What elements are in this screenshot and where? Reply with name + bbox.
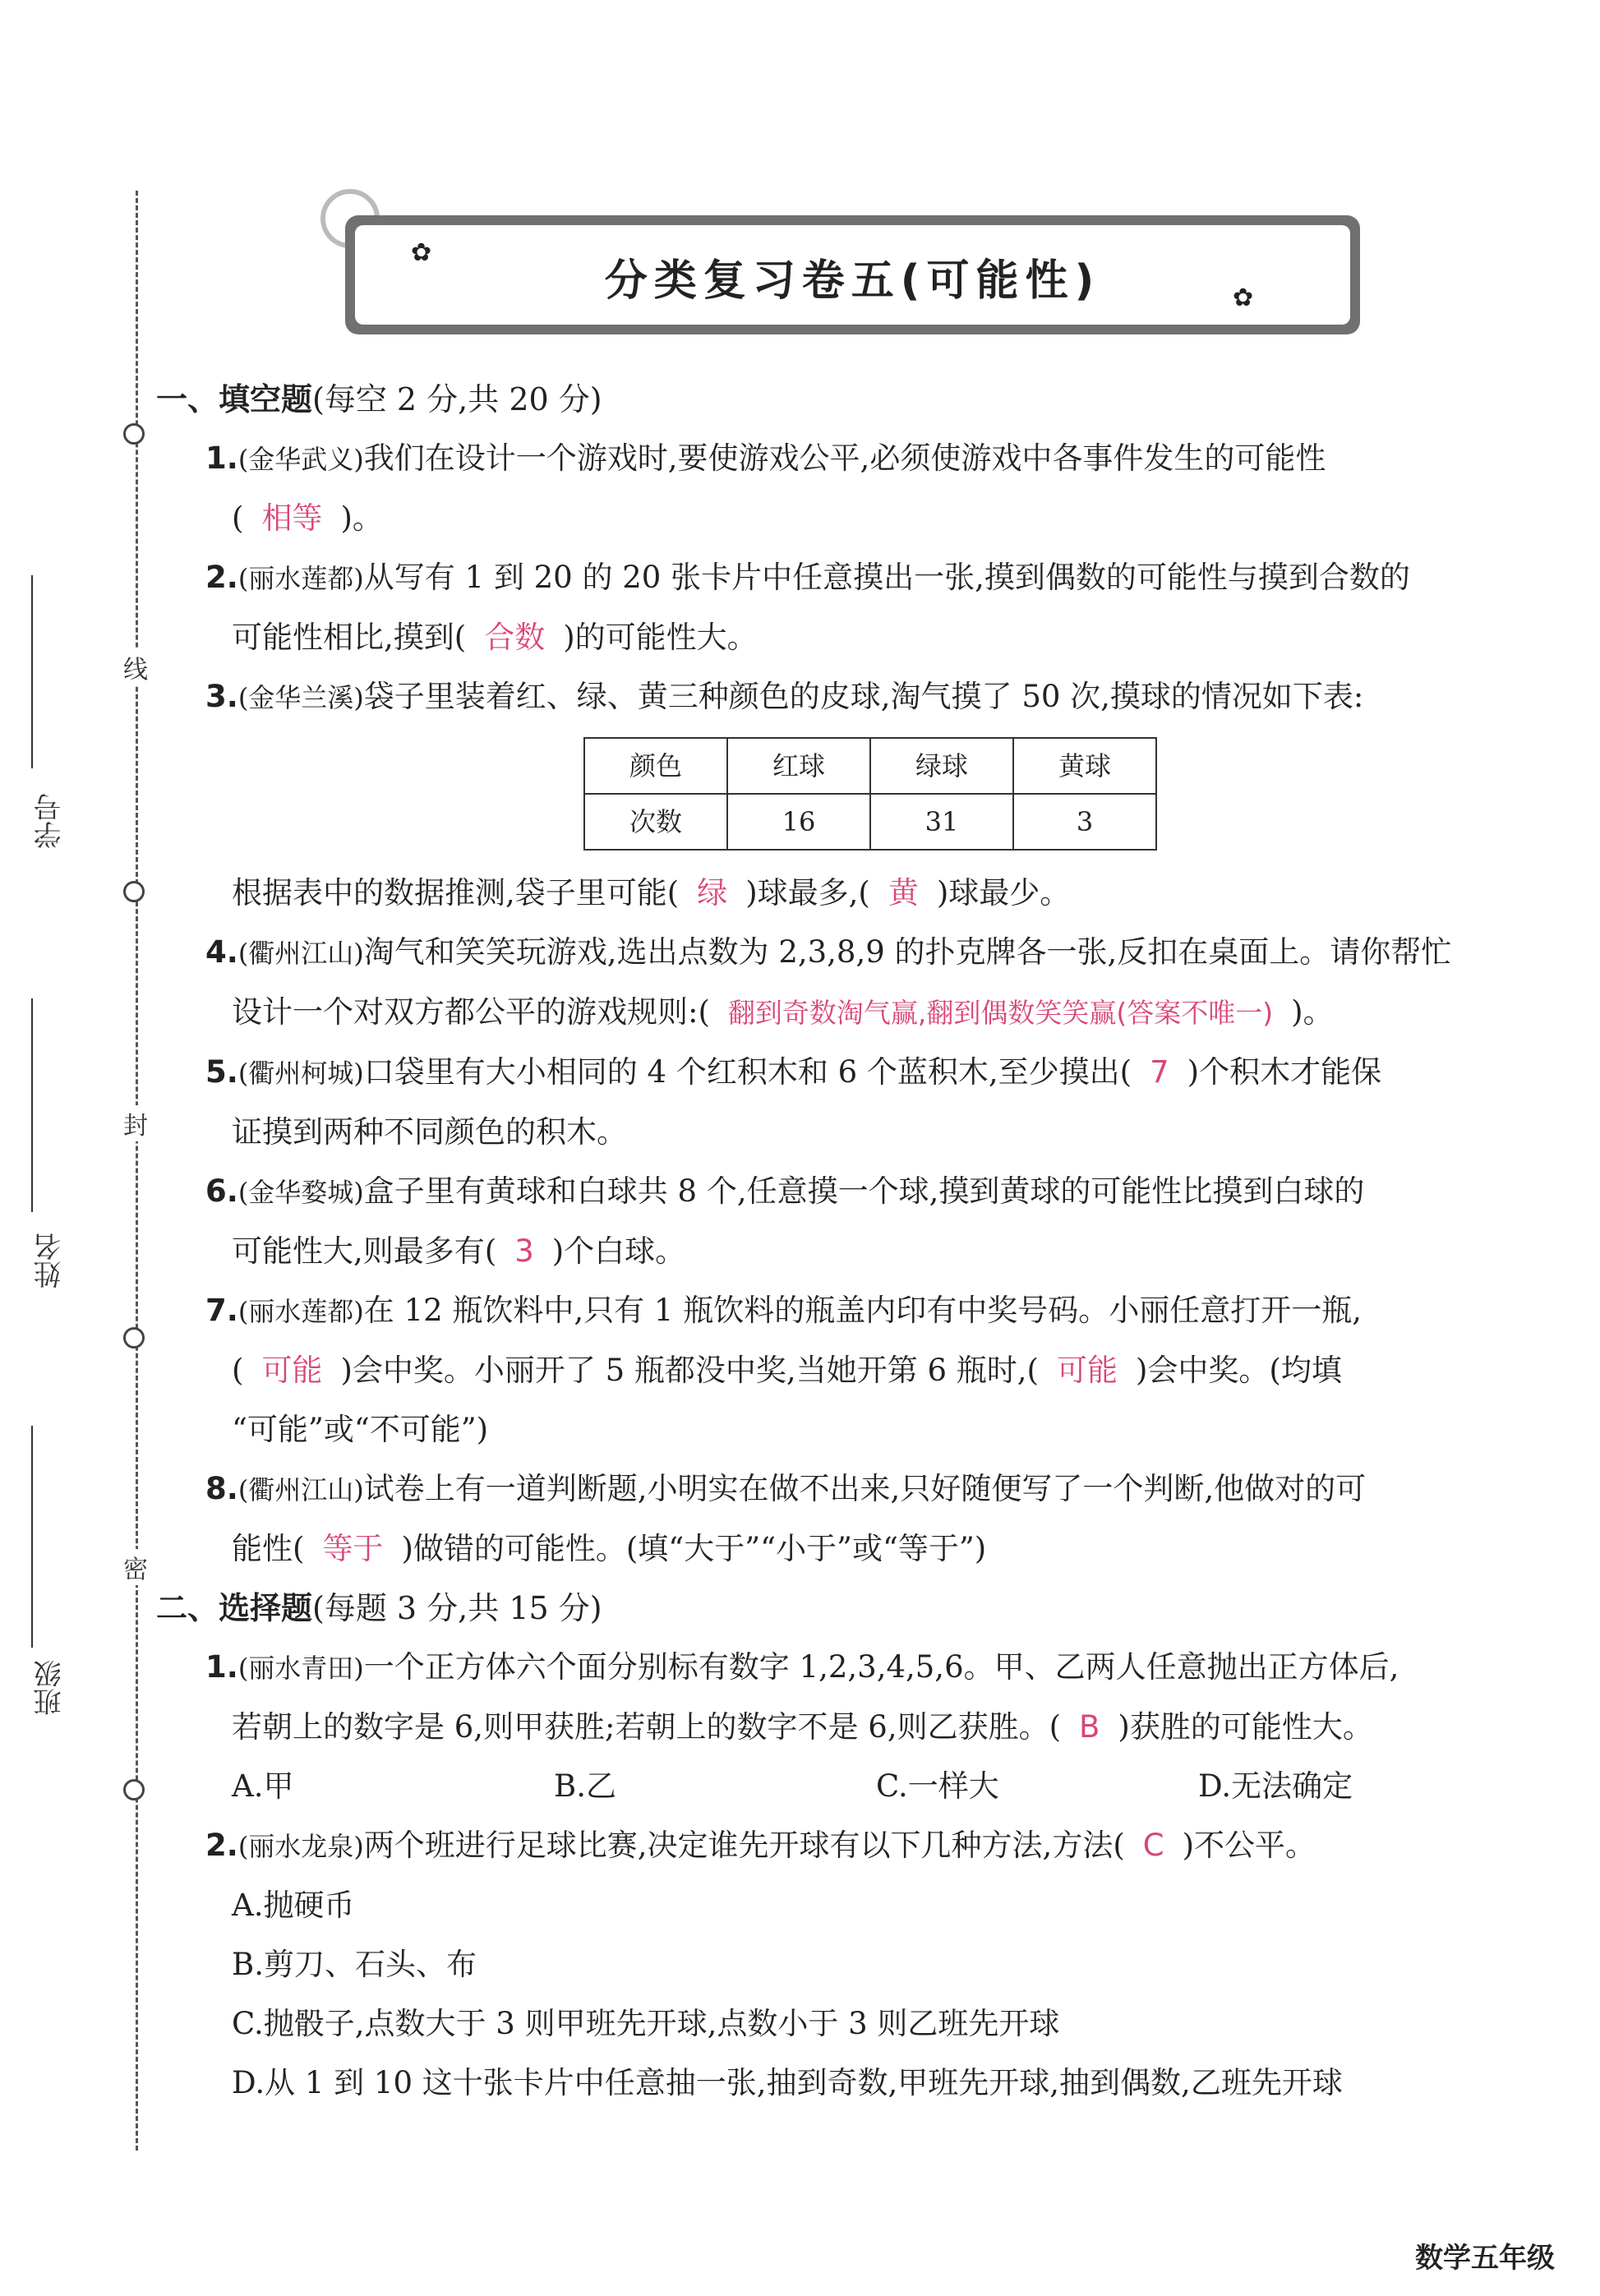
table-row <box>584 794 1156 850</box>
table-cell: 颜色 <box>584 738 727 794</box>
table-cell: 31 <box>870 794 1013 850</box>
table-cell: 3 <box>1013 794 1156 850</box>
ball-count-table <box>583 737 1157 851</box>
section-2-heading: 二、选择题(每题 3 分,共 15 分) <box>156 1590 602 1626</box>
option-a: A.抛硬币 <box>232 1888 355 1923</box>
answer-text: 黄 <box>888 875 919 911</box>
question-1-2-cont: 可能性相比,摸到( 合数 )的可能性大。 <box>232 620 758 655</box>
footer-subject-grade: 数学五年级 <box>1415 2242 1555 2275</box>
student-no-underline <box>31 575 33 768</box>
question-1-1-cont: ( 相等 )。 <box>232 500 383 536</box>
seal-word-line: 线 <box>123 649 148 685</box>
answer-text: 绿 <box>697 875 728 911</box>
question-1-2: 2.(丽水莲都)从写有 1 到 20 的 20 张卡片中任意摸出一张,摸到偶数的可能性与摸到合数的 <box>205 560 1410 595</box>
answer-text: 3 <box>514 1233 534 1269</box>
answer-text: 合数 <box>484 620 546 655</box>
question-1-6-cont: 可能性大,则最多有( 3 )个白球。 <box>232 1233 686 1269</box>
table-cell: 黄球 <box>1013 738 1156 794</box>
binding-dashed-line <box>136 191 138 2151</box>
section-1-heading: 一、填空题(每空 2 分,共 20 分) <box>156 381 602 417</box>
question-1-5: 5.(衢州柯城)口袋里有大小相同的 4 个红积木和 6 个蓝积木,至少摸出( 7 )个积木才能保 <box>205 1054 1382 1090</box>
question-1-1: 1.(金华武义)我们在设计一个游戏时,要使游戏公平,必须使游戏中各事件发生的可能性 <box>205 440 1326 476</box>
table-row <box>584 738 1156 794</box>
question-2-1-cont: 若朝上的数字是 6,则甲获胜;若朝上的数字不是 6,则乙获胜。( B )获胜的可能性大。 <box>232 1709 1373 1745</box>
question-1-7-cont: ( 可能 )会中奖。小丽开了 5 瓶都没中奖,当她开第 6 瓶时,( 可能 )会中奖。(均填 <box>232 1353 1342 1388</box>
table-cell: 红球 <box>727 738 870 794</box>
binding-hole <box>123 1779 145 1800</box>
binding-hole <box>123 423 145 445</box>
page-title: 分类复习卷五(可能性) <box>604 256 1101 306</box>
option-c: C.一样大 <box>876 1768 999 1804</box>
answer-text: B <box>1079 1709 1100 1745</box>
answer-text: 可能 <box>261 1353 323 1388</box>
option-b: B.乙 <box>554 1768 616 1804</box>
question-1-3: 3.(金华兰溪)袋子里装着红、绿、黄三种颜色的皮球,淘气摸了 50 次,摸球的情况如下表: <box>205 679 1364 714</box>
question-1-4: 4.(衢州江山)淘气和笑笑玩游戏,选出点数为 2,3,8,9 的扑克牌各一张,反扣在桌面上。请你帮忙 <box>205 934 1452 970</box>
option-d: D.无法确定 <box>1198 1768 1353 1804</box>
seal-word-secret: 密 <box>123 1549 148 1585</box>
question-1-7-cont-2: “可能”或“不可能”) <box>232 1412 489 1447</box>
question-2-1-options <box>232 1757 1520 1816</box>
option-c: C.抛骰子,点数大于 3 则甲班先开球,点数小于 3 则乙班先开球 <box>232 2006 1060 2041</box>
answer-text: 7 <box>1150 1054 1169 1090</box>
binding-hole <box>123 881 145 902</box>
table-cell: 绿球 <box>870 738 1013 794</box>
name-underline <box>31 998 33 1212</box>
bow-decoration-icon: ✿ <box>1233 284 1254 312</box>
seal-word-seal: 封 <box>123 1105 148 1141</box>
student-no-label: 学号 <box>34 793 67 849</box>
answer-text: 相等 <box>261 500 323 536</box>
title-banner <box>345 215 1360 334</box>
question-1-5-cont: 证摸到两种不同颜色的积木。 <box>232 1114 627 1150</box>
question-1-4-cont: 设计一个对双方都公平的游戏规则:( 翻到奇数淘气赢,翻到偶数笑笑赢(答案不唯一) )。 <box>232 994 1334 1030</box>
question-1-8-cont: 能性( 等于 )做错的可能性。(填“大于”“小于”或“等于”) <box>232 1531 987 1566</box>
question-2-1: 1.(丽水青田)一个正方体六个面分别标有数字 1,2,3,4,5,6。甲、乙两人任意抛出正方体后, <box>205 1649 1399 1685</box>
table-cell: 次数 <box>584 794 727 850</box>
question-1-6: 6.(金华婺城)盒子里有黄球和白球共 8 个,任意摸一个球,摸到黄球的可能性比摸到白球的 <box>205 1173 1365 1209</box>
answer-text: 等于 <box>322 1531 384 1566</box>
option-b: B.剪刀、石头、布 <box>232 1947 477 1982</box>
class-label: 班级 <box>34 1660 67 1716</box>
question-2-2: 2.(丽水龙泉)两个班进行足球比赛,决定谁先开球有以下几种方法,方法( C )不公平。 <box>205 1828 1316 1863</box>
binding-hole <box>123 1327 145 1349</box>
name-label: 姓名 <box>34 1233 67 1289</box>
question-1-8: 8.(衢州江山)试卷上有一道判断题,小明实在做不出来,只好随便写了一个判断,他做对的可 <box>205 1471 1367 1506</box>
bow-decoration-icon: ✿ <box>411 238 432 267</box>
question-1-3-cont: 根据表中的数据推测,袋子里可能( 绿 )球最多,( 黄 )球最少。 <box>232 875 1071 911</box>
table-cell: 16 <box>727 794 870 850</box>
option-d: D.从 1 到 10 这十张卡片中任意抽一张,抽到奇数,甲班先开球,抽到偶数,乙班先开球 <box>232 2065 1343 2100</box>
question-1-7: 7.(丽水莲都)在 12 瓶饮料中,只有 1 瓶饮料的瓶盖内印有中奖号码。小丽任意打开一瓶, <box>205 1293 1362 1328</box>
answer-text: C <box>1142 1828 1164 1863</box>
option-a: A.甲 <box>232 1768 294 1804</box>
answer-text: 可能 <box>1056 1353 1118 1388</box>
worksheet-content <box>156 370 1520 2113</box>
class-underline <box>31 1426 33 1648</box>
answer-text: 翻到奇数淘气赢,翻到偶数笑笑赢(答案不唯一) <box>727 997 1274 1029</box>
